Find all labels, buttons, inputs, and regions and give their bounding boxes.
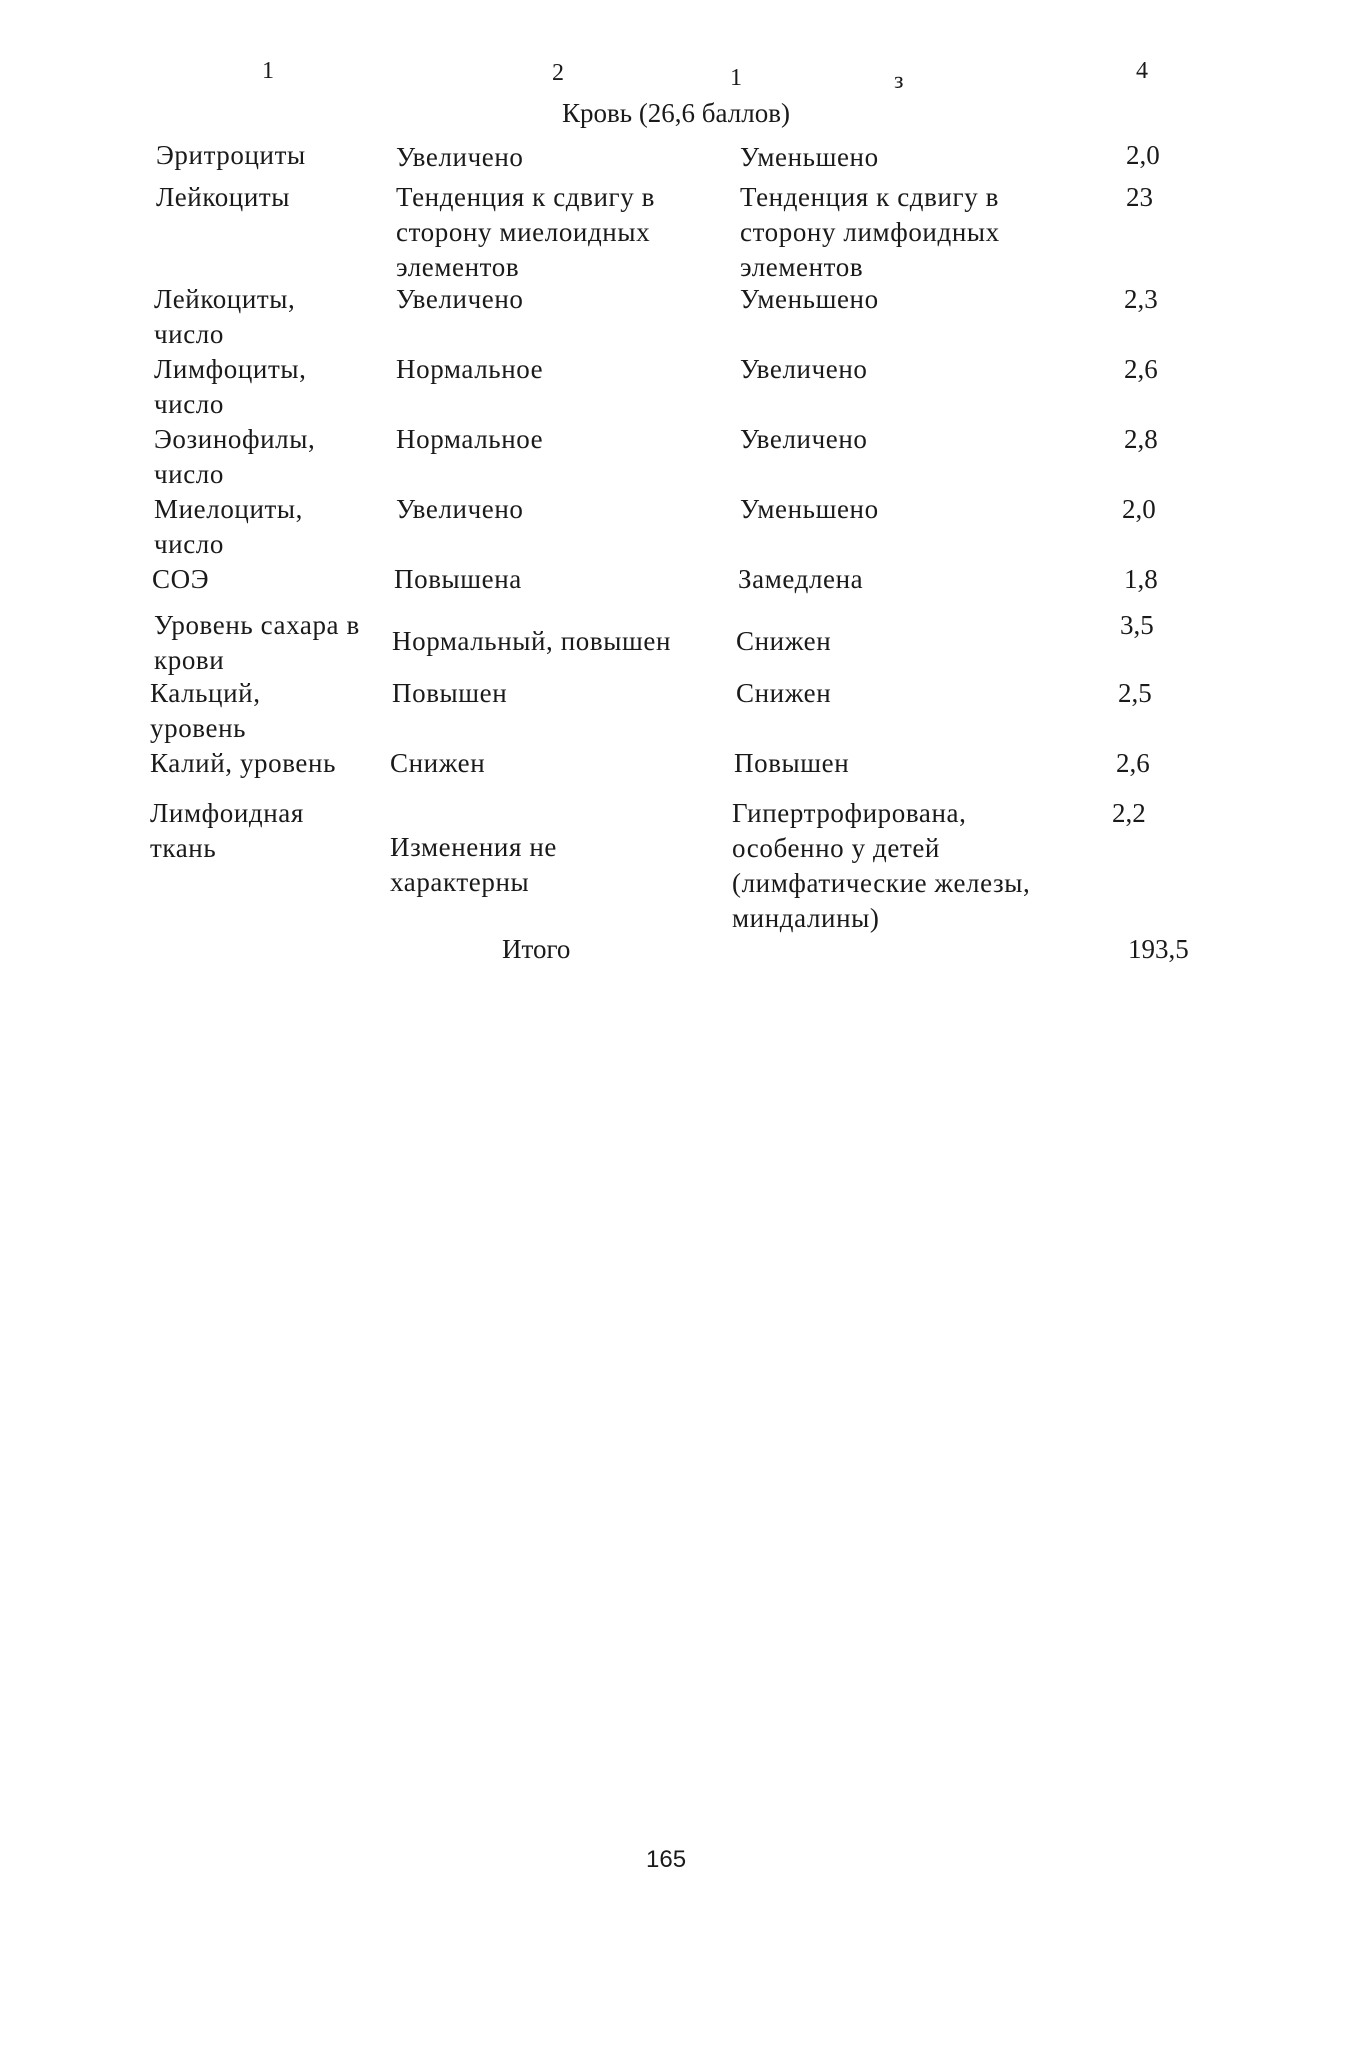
- score-cell: 2,6: [1116, 748, 1150, 778]
- column-number: 1: [262, 58, 274, 84]
- decrease-cell: Тенденция к сдвигу в сторону лимфоидных элементов: [740, 182, 1000, 282]
- decrease-cell: Гипертрофирована, особенно у детей (лимфатические железы, миндалины): [732, 798, 1031, 933]
- score-cell: 2,3: [1124, 284, 1158, 314]
- indicator-cell: Кальций, уровень: [150, 678, 261, 743]
- decrease-cell: Уменьшено: [740, 142, 879, 172]
- score-cell: 2,8: [1124, 424, 1158, 454]
- indicator-cell: Калий, уровень: [150, 748, 336, 778]
- increase-cell: Тенденция к сдвигу в сторону миелоидных элементов: [396, 182, 655, 282]
- indicator-cell: Миелоциты, число: [154, 494, 304, 559]
- indicator-cell: Лейкоциты: [156, 182, 291, 212]
- column-number: 1: [730, 65, 742, 91]
- increase-cell: Увеличено: [396, 494, 524, 524]
- increase-cell: Нормальное: [396, 424, 544, 454]
- score-cell: 3,5: [1120, 610, 1154, 640]
- indicator-cell: Эозинофилы, число: [154, 424, 316, 489]
- indicator-cell: Лимфоидная ткань: [150, 798, 304, 863]
- score-cell: 2,5: [1118, 678, 1152, 708]
- increase-cell: Повышен: [392, 678, 508, 708]
- indicator-cell: Лимфоциты, число: [154, 354, 307, 419]
- increase-cell: Снижен: [390, 748, 486, 778]
- score-cell: 2,0: [1126, 140, 1160, 170]
- column-number: з: [894, 68, 904, 94]
- score-cell: 23: [1126, 182, 1153, 212]
- decrease-cell: Замедлена: [738, 564, 864, 594]
- decrease-cell: Уменьшено: [740, 284, 879, 314]
- decrease-cell: Снижен: [736, 678, 832, 708]
- total-label: Итого: [502, 934, 571, 964]
- total-value: 193,5: [1128, 934, 1189, 964]
- indicator-cell: Уровень сахара в крови: [154, 610, 360, 675]
- increase-cell: Повышена: [394, 564, 522, 594]
- decrease-cell: Увеличено: [740, 354, 868, 384]
- increase-cell: Увеличено: [396, 284, 524, 314]
- column-number: 2: [552, 60, 564, 86]
- increase-cell: Нормальное: [396, 354, 544, 384]
- decrease-cell: Снижен: [736, 626, 832, 656]
- column-number: 4: [1136, 58, 1148, 84]
- decrease-cell: Повышен: [734, 748, 850, 778]
- section-title: Кровь (26,6 баллов): [562, 98, 790, 128]
- decrease-cell: Уменьшено: [740, 494, 879, 524]
- increase-cell: Нормальный, повышен: [392, 626, 672, 656]
- indicator-cell: Эритроциты: [156, 140, 306, 170]
- increase-cell: Увеличено: [396, 142, 524, 172]
- score-cell: 1,8: [1124, 564, 1158, 594]
- indicator-cell: Лейкоциты, число: [154, 284, 296, 349]
- decrease-cell: Увеличено: [740, 424, 868, 454]
- score-cell: 2,2: [1112, 798, 1146, 828]
- indicator-cell: СОЭ: [152, 564, 210, 594]
- page-number: 165: [646, 1846, 687, 1873]
- increase-cell: Изменения не характерны: [390, 832, 557, 897]
- score-cell: 2,0: [1122, 494, 1156, 524]
- score-cell: 2,6: [1124, 354, 1158, 384]
